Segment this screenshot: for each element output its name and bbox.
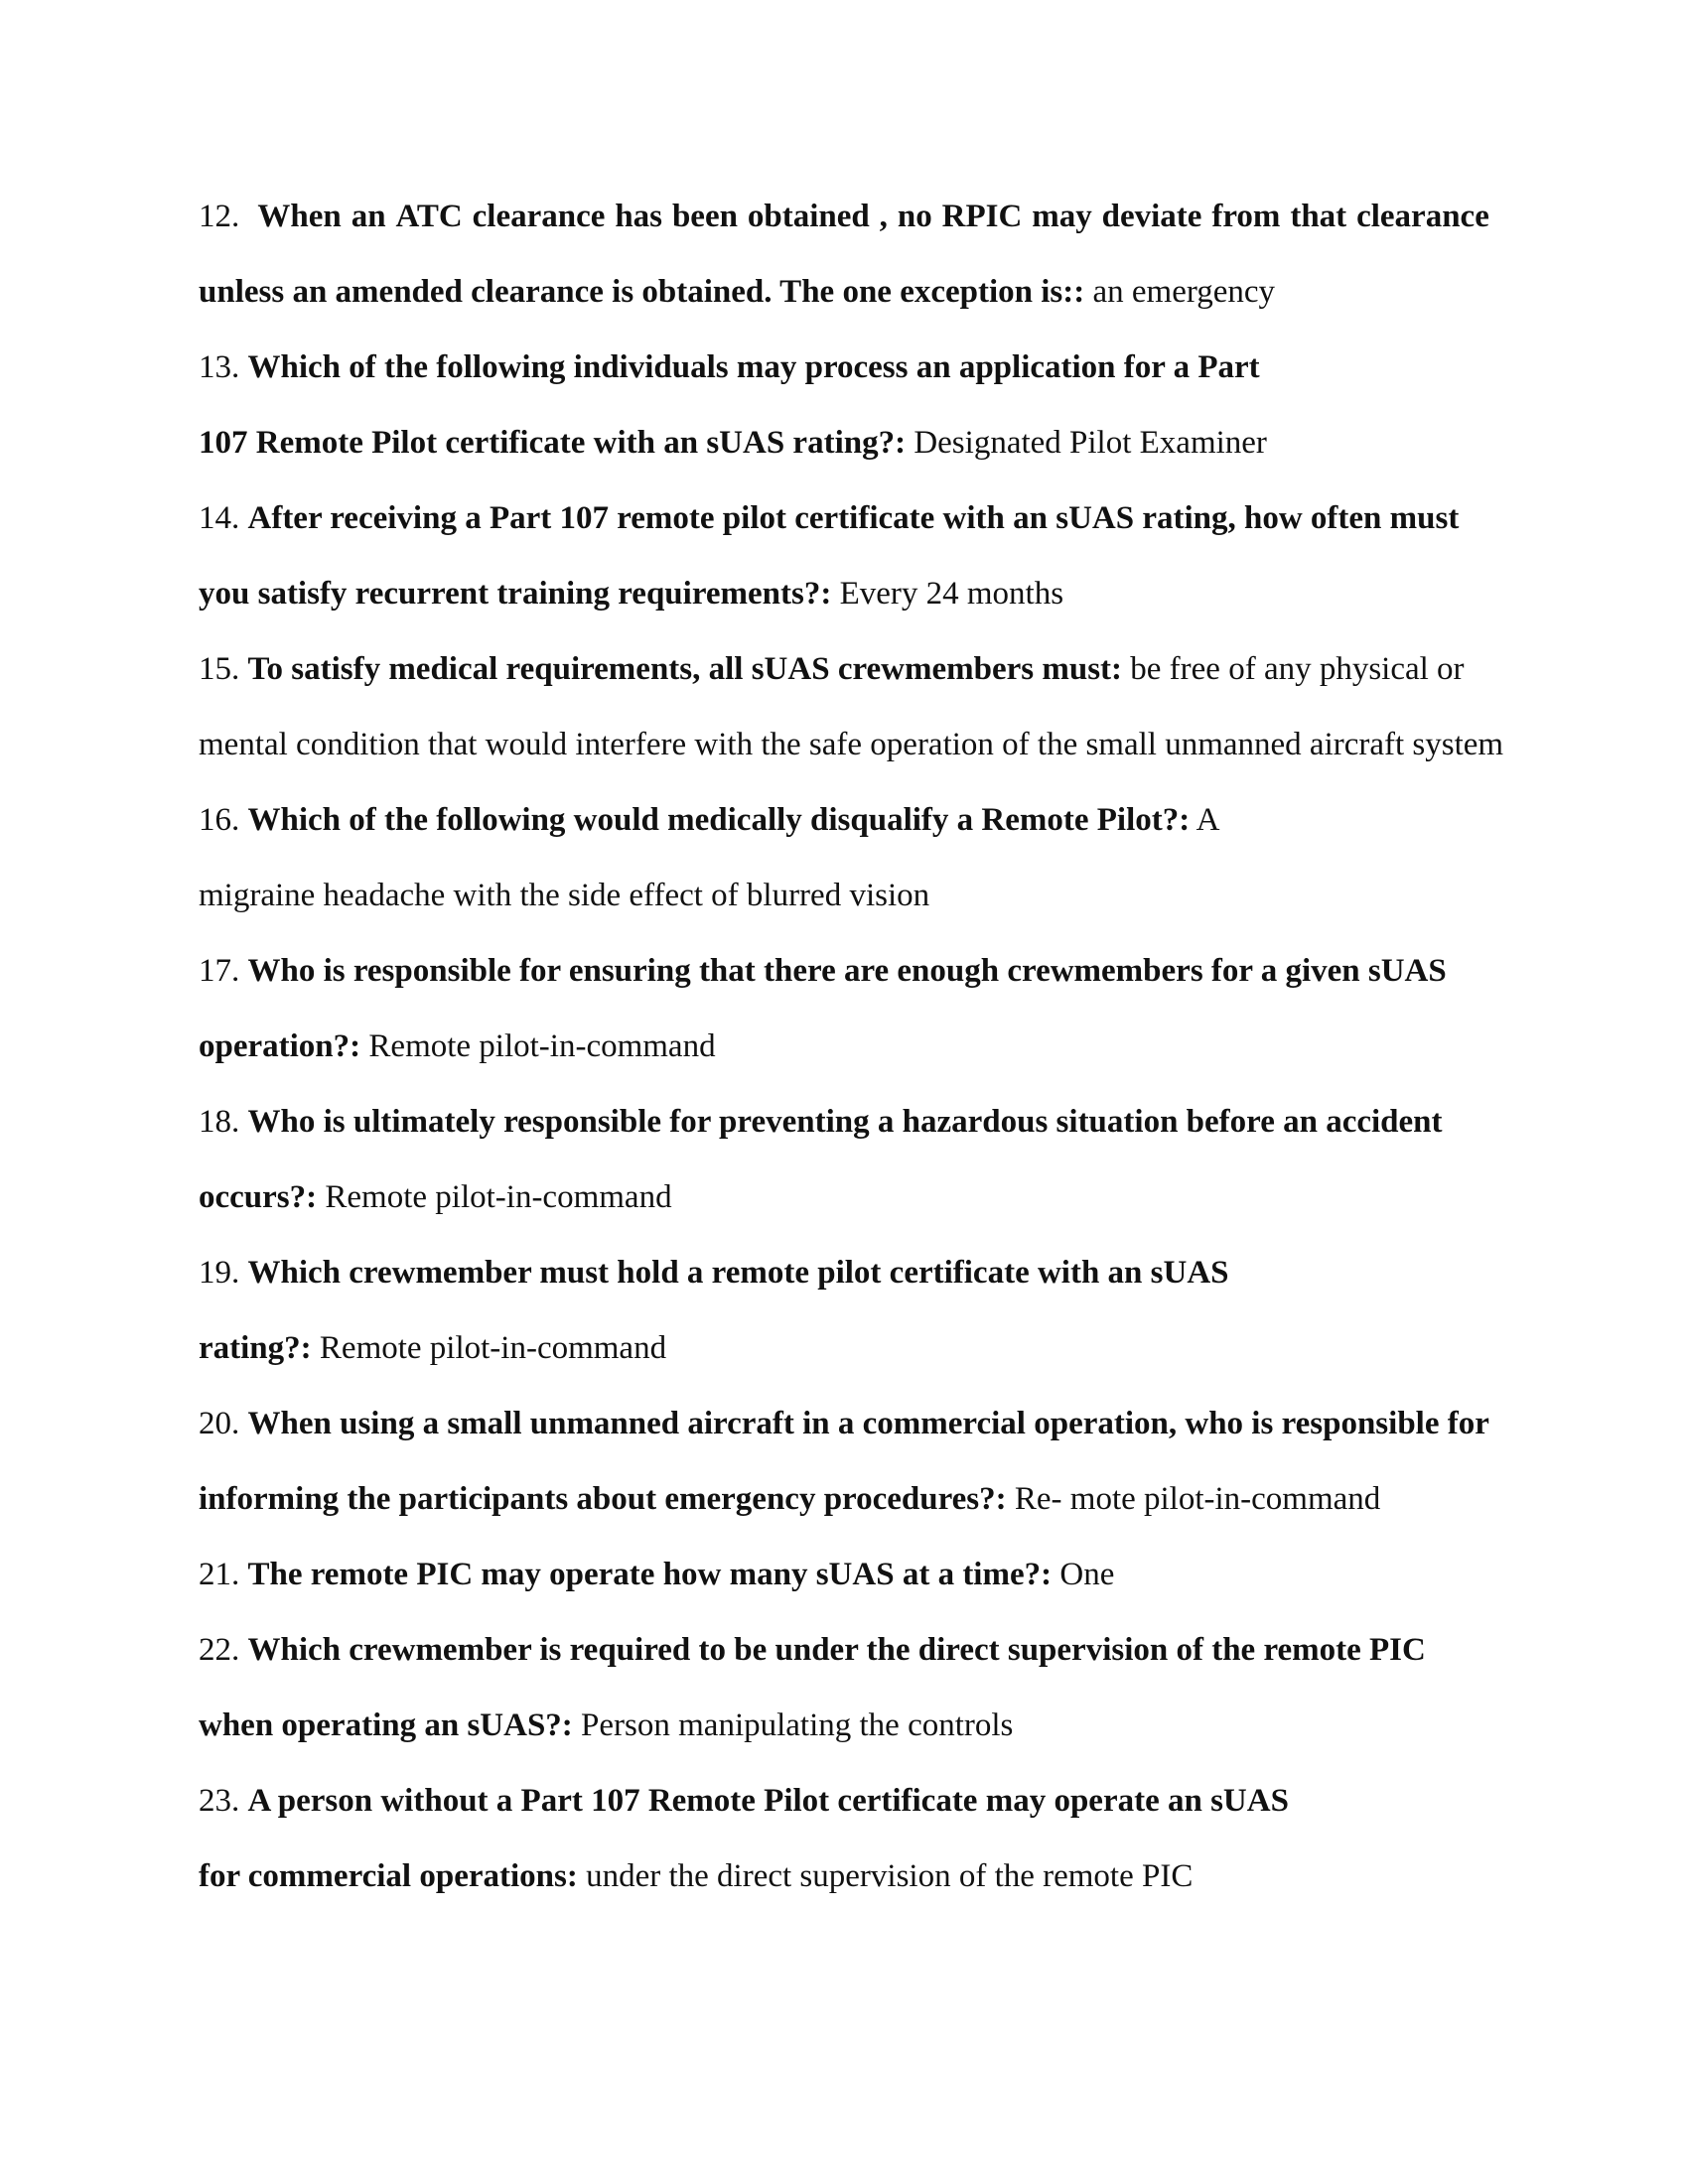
- question-text: The remote PIC may operate how many sUAS at a time?:: [247, 1557, 1053, 1592]
- question-word: When: [257, 199, 342, 234]
- question-word: deviate: [1101, 199, 1202, 234]
- question-line: [199, 943, 1489, 1019]
- answer-text: Remote pilot-in-command: [311, 1330, 667, 1366]
- question-text: operation?:: [199, 1028, 361, 1064]
- question-number: 13.: [199, 349, 248, 385]
- question-text: when operating an sUAS?:: [199, 1707, 573, 1743]
- question-continuation-line: [199, 1848, 1489, 1924]
- question-number: 17.: [199, 953, 248, 989]
- question-word: RPIC: [941, 199, 1023, 234]
- question-continuation-line: [199, 415, 1489, 490]
- question-text: A person without a Part 107 Remote Pilot certificate may operate an sUAS: [247, 1783, 1289, 1819]
- answer-text: Designated Pilot Examiner: [906, 425, 1267, 461]
- question-continuation-line: [199, 1471, 1489, 1547]
- question-line: [199, 1773, 1489, 1848]
- question-line: [199, 1622, 1489, 1698]
- question-word: obtained: [747, 199, 870, 234]
- question-line: [199, 1547, 1489, 1622]
- question-text: When using a small unmanned aircraft in a commercial operation, who is responsible for: [247, 1406, 1489, 1441]
- question-continuation-line: [199, 1698, 1489, 1773]
- answer-text: migraine headache with the side effect of blurred vision: [199, 878, 930, 913]
- question-text: Which of the following individuals may process an application for a Part: [247, 349, 1260, 385]
- answer-text: One: [1052, 1557, 1115, 1592]
- answer-text: Remote pilot-in-command: [360, 1028, 716, 1064]
- question-number: 16.: [199, 802, 248, 838]
- question-word: been: [671, 199, 738, 234]
- question-text: informing the participants about emergency procedures?:: [199, 1481, 1007, 1517]
- question-continuation-line: [199, 1169, 1489, 1245]
- answer-text: be free of any physical or: [1122, 651, 1465, 687]
- question-line: [199, 1094, 1489, 1169]
- question-continuation-line: [199, 1320, 1489, 1396]
- question-continuation-line: [199, 566, 1489, 641]
- question-text: Which crewmember is required to be under the direct supervision of the remote PIC: [247, 1632, 1426, 1668]
- question-continuation-line: [199, 717, 1504, 792]
- answer-text: A: [1190, 802, 1220, 838]
- question-line: [199, 1245, 1489, 1320]
- answer-text: Re- mote pilot-in-command: [1006, 1481, 1381, 1517]
- question-number: 19.: [199, 1255, 248, 1291]
- question-text: 107 Remote Pilot certificate with an sUAS rating?:: [199, 425, 907, 461]
- question-text: Which crewmember must hold a remote pilot certificate with an sUAS: [247, 1255, 1229, 1291]
- question-line: [199, 792, 1489, 868]
- question-word: ATC: [395, 199, 463, 234]
- question-text: for commercial operations:: [199, 1858, 578, 1894]
- question-text: Who is ultimately responsible for preventing a hazardous situation before an accident: [247, 1104, 1443, 1140]
- question-number: 22.: [199, 1632, 248, 1668]
- question-line: [199, 1396, 1489, 1471]
- question-number: 18.: [199, 1104, 248, 1140]
- question-text: unless an amended clearance is obtained. The one exception is::: [199, 274, 1085, 310]
- question-word: clearance: [1356, 199, 1489, 234]
- question-text: Which of the following would medically disqualify a Remote Pilot?:: [247, 802, 1191, 838]
- question-text: occurs?:: [199, 1179, 318, 1215]
- question-number: 20.: [199, 1406, 248, 1441]
- answer-text: under the direct supervision of the remote PIC: [577, 1858, 1194, 1894]
- question-text: rating?:: [199, 1330, 312, 1366]
- question-number: 12.: [199, 199, 248, 234]
- answer-text: an emergency: [1084, 274, 1276, 310]
- question-word: may: [1032, 199, 1092, 234]
- answer-text: Remote pilot-in-command: [317, 1179, 672, 1215]
- question-text: you satisfy recurrent training requirements?:: [199, 576, 832, 612]
- question-number: 21.: [199, 1557, 248, 1592]
- question-text: To satisfy medical requirements, all sUAS crewmembers must:: [247, 651, 1123, 687]
- question-line: [199, 490, 1489, 566]
- question-word: from: [1211, 199, 1281, 234]
- question-continuation-line: [199, 264, 1489, 340]
- question-continuation-line: [199, 1019, 1489, 1094]
- question-word: has: [615, 199, 663, 234]
- answer-text: Every 24 months: [831, 576, 1064, 612]
- question-continuation-line: [199, 868, 1489, 943]
- document-page: [199, 189, 1504, 1924]
- question-number: 14.: [199, 500, 248, 536]
- question-word: ,: [879, 199, 888, 234]
- question-word: no: [897, 199, 932, 234]
- answer-text: Person manipulating the controls: [572, 1707, 1014, 1743]
- question-line: [199, 641, 1489, 717]
- question-word: an: [351, 199, 386, 234]
- question-word: clearance: [472, 199, 606, 234]
- question-number: 15.: [199, 651, 248, 687]
- question-line: [199, 340, 1489, 415]
- answer-text: mental condition that would interfere with the safe operation of the small unmanned aircraft system: [199, 727, 1504, 762]
- question-text: Who is responsible for ensuring that there are enough crewmembers for a given sUAS: [247, 953, 1447, 989]
- question-text: After receiving a Part 107 remote pilot certificate with an sUAS rating, how often must: [247, 500, 1460, 536]
- question-word: that: [1290, 199, 1347, 234]
- question-line: [199, 189, 1489, 264]
- question-number: 23.: [199, 1783, 248, 1819]
